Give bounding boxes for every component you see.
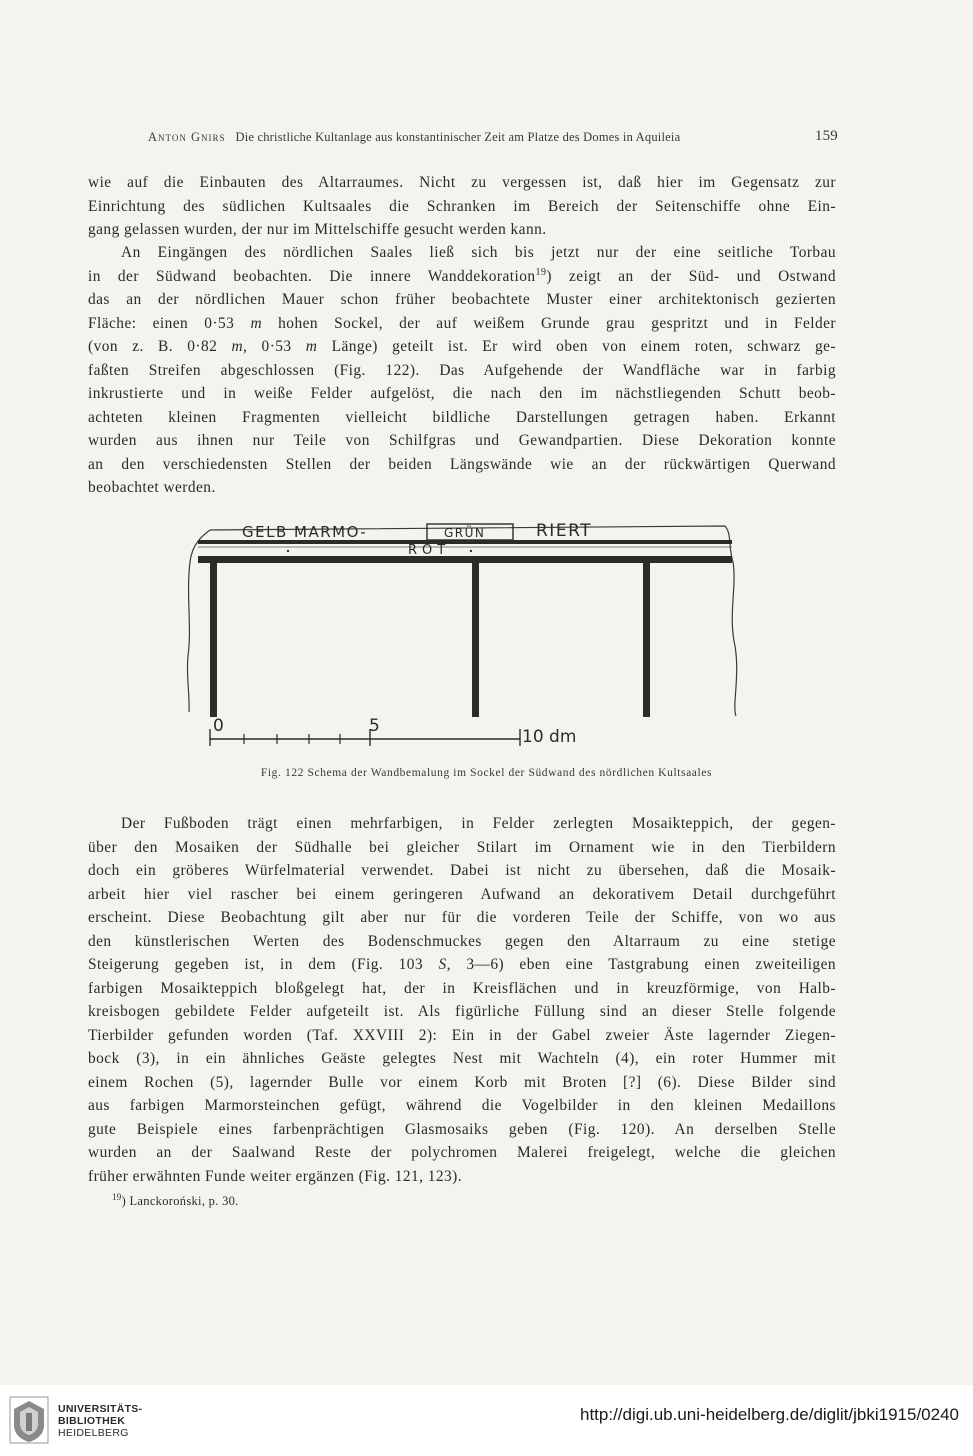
text-line: in der Südwand beobachten. Die innere Wanddekoration$^{19}$) zeigt an der Süd- und Ostwand: [88, 266, 836, 285]
text-line: an den verschiedensten Stellen der beiden Längswände wie an der rückwärtigen Querwand: [88, 455, 836, 473]
text-line: früher erwähnten Funde weiter ergänzen (Fig. 121, 123).: [88, 1167, 463, 1185]
label-rot: ROT: [408, 543, 451, 558]
scale-label-10dm: 10 dm: [522, 727, 577, 747]
label-riert: RIERT: [536, 521, 593, 541]
text-line: achteten kleinen Fragmenten vielleicht bildliche Darstellungen getragen haben. Erkannt: [88, 408, 836, 426]
label-gelb-marmo: GELB MARMO-: [242, 523, 368, 541]
text-line: das an der nördlichen Mauer schon früher beobachtete Muster einer architektonisch gezierten: [88, 291, 836, 308]
text-line: wurden an der Saalwand Reste der polychromen Malerei freigelegt, welche die gleichen: [88, 1144, 836, 1161]
footnote: [112, 1191, 239, 1209]
text-line: An Eingängen des nördlichen Saales ließ sich bis jetzt nur der eine seitliche Torbau: [121, 244, 836, 261]
page-number: 159: [814, 128, 838, 144]
field-divider-1: [210, 563, 217, 717]
library-name: [58, 1403, 142, 1439]
running-head-author: Anton Gnirs: [148, 130, 226, 144]
text-line: erscheint. Diese Beobachtung gilt aber nur für die vorderen Teile der Schiffe, von wo aus: [88, 909, 836, 926]
library-line-3: HEIDELBERG: [58, 1427, 129, 1439]
library-line-2: BIBLIOTHEK: [58, 1415, 126, 1427]
text-line: Tierbilder gefunden worden (Taf. XXVIII 2): Ein in der Gabel zweier Äste lagernder Ziegen-: [88, 1026, 836, 1044]
wall-scheme-drawing: [180, 516, 760, 766]
text-line: einem Rochen (5), lagernder Bulle vor einem Korb mit Broten [?] (6). Diese Bilder sind: [88, 1073, 836, 1091]
lower-border: [198, 556, 732, 563]
scale-label-5: 5: [369, 716, 380, 736]
permalink[interactable]: http://digi.ub.uni-heidelberg.de/diglit/jbki1915/0240: [580, 1405, 959, 1424]
text-line: bock (3), in ein ähnliches Geäste gelegtes Nest mit Wachteln (4), ein roter Hummer mit: [88, 1050, 836, 1067]
label-gruen: GRÜN: [444, 526, 486, 540]
paragraph-3: [88, 812, 836, 1188]
library-logo-icon: [8, 1395, 50, 1445]
text-line: doch ein gröberes Würfelmaterial verwendet. Dabei ist nicht zu übersehen, daß die Mosaik-: [88, 862, 836, 879]
figure-caption: Fig. 122 Schema der Wandbemalung im Sockel der Südwand des nördlichen Kultsaales: [260, 767, 713, 779]
footnote-ref: 19: [535, 266, 547, 278]
figure-122: [180, 516, 760, 766]
text-line: den künstlerischen Werten des Bodenschmuckes gegen den Altarraum zu eine stetige: [88, 932, 836, 950]
text-line: aus farbigen Marmorsteinchen gefügt, während die Vogelbilder in den kleinen Medaillons: [88, 1097, 836, 1114]
text-line: arbeit hier viel rascher bei einem geringeren Aufwand an dekorativem Detail durchgeführt: [88, 885, 836, 903]
field-divider-3: [643, 563, 650, 717]
text-line: über den Mosaiken der Südhalle bei gleicher Stilart im Ornament wie in den Tierbildern: [88, 838, 836, 856]
dot-mark: [287, 550, 289, 552]
footnote-text: ) Lanckoroński, p. 30.: [121, 1194, 239, 1208]
text-line: wie auf die Einbauten des Altarraumes. Nicht zu vergessen ist, daß hier im Gegensatz zur: [88, 174, 836, 191]
text-line: Einrichtung des südlichen Kultsaales die Schranken im Bereich der Seitenschiffe ohne Ein-: [88, 197, 836, 215]
paragraph-1: [88, 171, 836, 242]
library-line-1: UNIVERSITÄTS-: [58, 1403, 143, 1415]
text-line: (von z. B. 0·82 m, 0·53 m Länge) geteilt ist. Er wird oben von einem roten, schwarz ge-: [88, 338, 836, 355]
running-head: [148, 130, 838, 145]
footer-bar: [0, 1385, 973, 1456]
text-line: kreisbogen gebildete Felder aufgeteilt ist. Als figürliche Füllung sind an dieser Stelle folgende: [88, 1003, 836, 1020]
text-line: faßten Streifen abgeschlossen (Fig. 122). Das Aufgehende der Wandfläche war in farbig: [88, 361, 836, 379]
paragraph-2: [88, 241, 836, 500]
field-divider-2: [472, 563, 479, 717]
text-line: beobachtet werden.: [88, 479, 216, 496]
text-line: Steigerung gegeben ist, in dem (Fig. 103 S, 3—6) eben eine Tastgrabung einen zweiteiligen: [88, 956, 836, 973]
scale-label-0: 0: [213, 716, 224, 736]
text-line: inkrustierte und in weiße Felder aufgelöst, die nach den im nächstliegenden Schutt beob-: [88, 385, 836, 402]
text-line: farbigen Mosaikteppich bloßgelegt hat, der in Kreisflächen und in kreuzförmige, von Halb-: [88, 979, 836, 997]
running-head-title: Die christliche Kultanlage aus konstantinischer Zeit am Platze des Domes in Aquileia: [235, 130, 681, 144]
text-line: Der Fußboden trägt einen mehrfarbigen, in Felder zerlegten Mosaikteppich, der gegen-: [121, 815, 836, 832]
text-line: Fläche: einen 0·53 m hohen Sockel, der auf weißem Grunde grau gespritzt und in Felder: [88, 314, 836, 332]
dot-mark: [470, 550, 472, 552]
text-line: gang gelassen wurden, der nur im Mittelschiffe gesucht werden kann.: [88, 221, 547, 238]
footnote-number: 19: [112, 1191, 122, 1202]
text-line: gute Beispiele eines farbenprächtigen Glasmosaiks geben (Fig. 120). An derselben Stelle: [88, 1120, 836, 1138]
text-line: wurden aus ihnen nur Teile von Schilfgras und Gewandpartien. Diese Dekoration konnte: [88, 432, 836, 449]
